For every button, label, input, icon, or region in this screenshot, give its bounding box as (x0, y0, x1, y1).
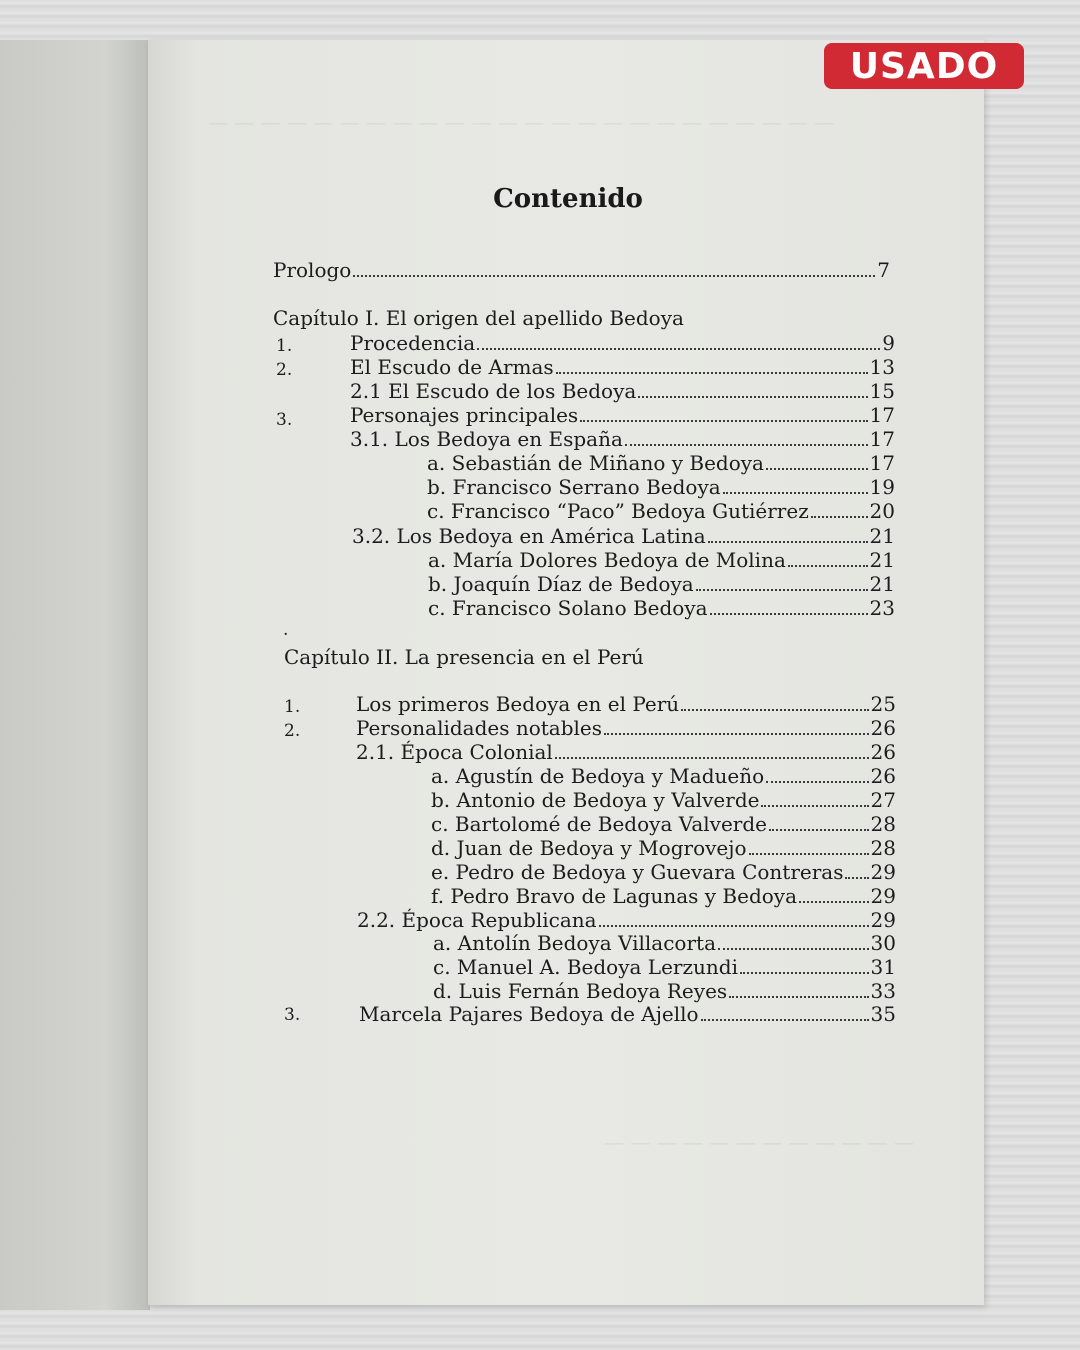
toc-page: 23 (869, 596, 895, 620)
toc-label: 3.2. Los Bedoya en América Latina (352, 524, 706, 548)
toc-label: 2.2. Época Republicana (357, 908, 597, 932)
chapter-2-number-1: 1. (284, 697, 301, 717)
leader-dots (696, 589, 868, 591)
toc-page: 25 (870, 692, 896, 716)
toc-entry-prologue (273, 258, 890, 282)
toc-page: 29 (870, 908, 896, 932)
leader-dots (761, 805, 868, 807)
toc-entry (350, 403, 895, 427)
toc-entry (433, 931, 896, 955)
toc-label: c. Manuel A. Bedoya Lerzundi (433, 955, 738, 979)
leader-dots (580, 420, 867, 422)
toc-entry (427, 451, 895, 475)
toc-page: 21 (869, 572, 895, 596)
left-page-edge (0, 40, 150, 1310)
toc-page: 17 (869, 451, 895, 475)
leader-dots (599, 925, 869, 927)
toc-page: 30 (870, 931, 896, 955)
toc-entry (350, 355, 895, 379)
toc-label: 3.1. Los Bedoya en España (350, 427, 623, 451)
chapter-1-heading: Capítulo I. El origen del apellido Bedoya (273, 306, 684, 330)
toc-page: 20 (869, 499, 895, 523)
toc-label: Personalidades notables (356, 716, 603, 740)
book-page (148, 40, 984, 1305)
used-badge: USADO (824, 43, 1024, 89)
show-through-signature: — — — — — — — — — — — — (604, 1130, 914, 1154)
leader-dots (799, 901, 869, 903)
toc-entry (352, 524, 895, 548)
toc-label: a. María Dolores Bedoya de Molina (428, 548, 786, 572)
toc-entry (433, 955, 896, 979)
leader-dots (708, 541, 868, 543)
toc-page: 28 (870, 836, 896, 860)
stray-period: . (283, 620, 289, 640)
leader-dots (681, 709, 868, 711)
toc-entry (350, 379, 895, 403)
toc-entry (431, 812, 896, 836)
toc-entry (350, 331, 895, 355)
leader-dots (788, 565, 868, 567)
toc-label: b. Joaquín Díaz de Bedoya (428, 572, 694, 596)
leader-dots (556, 372, 868, 374)
toc-page: 33 (870, 979, 896, 1003)
toc-entry (356, 692, 896, 716)
toc-page: 19 (869, 475, 895, 499)
toc-label: Personajes principales (350, 403, 579, 427)
leader-dots (723, 492, 868, 494)
chapter-2-number-3: 3. (284, 1005, 301, 1025)
chapter-2-heading: Capítulo II. La presencia en el Perú (284, 645, 644, 669)
toc-page: 28 (870, 812, 896, 836)
toc-entry (428, 548, 895, 572)
leader-dots (718, 948, 869, 950)
toc-page: 15 (869, 379, 895, 403)
toc-label: Procedencia (350, 331, 476, 355)
toc-page: 26 (870, 740, 896, 764)
toc-label: a. Sebastián de Miñano y Bedoya (427, 451, 764, 475)
show-through-text: — — — — — — — — — — — — — — — — — — — — — — — — (208, 110, 835, 134)
toc-entry (431, 788, 896, 812)
leader-dots (749, 853, 869, 855)
leader-dots (766, 781, 868, 783)
toc-entry (356, 716, 896, 740)
toc-entry (431, 836, 896, 860)
toc-entry (431, 764, 896, 788)
toc-page: 21 (869, 524, 895, 548)
leader-dots (845, 877, 868, 879)
leader-dots (740, 972, 869, 974)
toc-label: c. Bartolomé de Bedoya Valverde (431, 812, 767, 836)
toc-entry (427, 499, 895, 523)
toc-page: 26 (870, 716, 896, 740)
leader-dots (555, 757, 869, 759)
leader-dots (638, 396, 867, 398)
chapter-2-number-2: 2. (284, 721, 301, 741)
toc-label: b. Francisco Serrano Bedoya (427, 475, 721, 499)
toc-page: 17 (869, 403, 895, 427)
toc-entry (428, 572, 895, 596)
toc-entry (431, 860, 896, 884)
toc-label: f. Pedro Bravo de Lagunas y Bedoya (431, 884, 798, 908)
toc-page: 27 (870, 788, 896, 812)
leader-dots (729, 996, 868, 998)
toc-label: e. Pedro de Bedoya y Guevara Contreras (431, 860, 844, 884)
chapter-1-number-2: 2. (276, 360, 293, 380)
toc-label: b. Antonio de Bedoya y Valverde (431, 788, 760, 812)
toc-label: 2.1. Época Colonial (356, 740, 553, 764)
toc-entry (428, 596, 895, 620)
leader-dots (477, 348, 880, 350)
leader-dots (701, 1019, 869, 1021)
toc-page: 31 (870, 955, 896, 979)
toc-label: El Escudo de Armas (350, 355, 554, 379)
toc-label: d. Juan de Bedoya y Mogrovejo (431, 836, 747, 860)
toc-entry (357, 908, 896, 932)
toc-entry (350, 427, 895, 451)
toc-page: 29 (870, 884, 896, 908)
toc-label: a. Agustín de Bedoya y Madueño (431, 764, 765, 788)
page-title: Contenido (493, 184, 643, 214)
toc-label: a. Antolín Bedoya Villacorta (433, 931, 716, 955)
toc-page: 7 (877, 258, 890, 282)
toc-label: d. Luis Fernán Bedoya Reyes (433, 979, 728, 1003)
toc-label: Prologo (273, 258, 352, 282)
leader-dots (811, 516, 868, 518)
chapter-1-number-3: 3. (276, 410, 293, 430)
toc-page: 9 (882, 331, 895, 355)
toc-page: 21 (869, 548, 895, 572)
leader-dots (604, 733, 869, 735)
leader-dots (625, 444, 868, 446)
toc-label: 2.1 El Escudo de los Bedoya (350, 379, 637, 403)
chapter-1-number-1: 1. (276, 336, 293, 356)
toc-page: 17 (869, 427, 895, 451)
toc-page: 13 (869, 355, 895, 379)
leader-dots (769, 829, 869, 831)
toc-entry (356, 740, 896, 764)
toc-entry (359, 1002, 896, 1026)
toc-label: c. Francisco Solano Bedoya (428, 596, 708, 620)
toc-label: Los primeros Bedoya en el Perú (356, 692, 680, 716)
toc-page: 29 (870, 860, 896, 884)
toc-page: 35 (870, 1002, 896, 1026)
toc-label: c. Francisco “Paco” Bedoya Gutiérrez (427, 499, 809, 523)
toc-entry (431, 884, 896, 908)
leader-dots (353, 275, 875, 277)
toc-page: 26 (870, 764, 896, 788)
leader-dots (766, 468, 868, 470)
toc-entry (433, 979, 896, 1003)
toc-entry (427, 475, 895, 499)
toc-label: Marcela Pajares Bedoya de Ajello (359, 1002, 699, 1026)
leader-dots (710, 613, 868, 615)
